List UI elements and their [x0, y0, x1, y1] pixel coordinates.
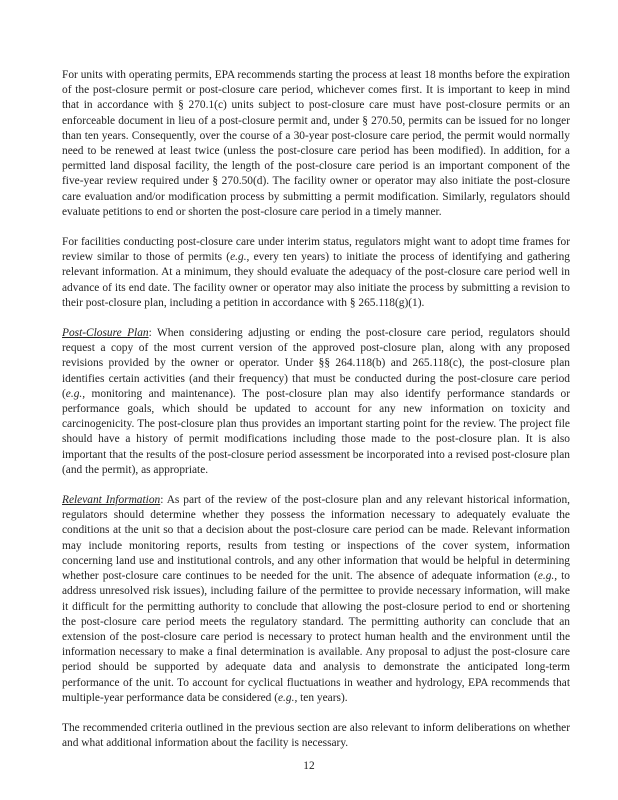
document-page [62, 68, 570, 766]
paragraph-text: : As part of the review of the post-closure plan and any relevant historical information, regulators should determine whether they possess the information necessary to adequately evaluate the conditions at the unit so that a decision about the post-closure care period can be made. Relevant information may include monitoring reports, results from testing or inspections of the cover system, information concerning land use and institutional controls, and any other information that would be helpful in determining whether post-closure care continues to be needed for the unit. The absence of adequate information ( [62, 494, 570, 583]
page-number: 12 [303, 760, 315, 772]
paragraph-recommended-criteria [62, 721, 570, 751]
paragraph-post-closure-plan [62, 326, 570, 478]
italic-eg: e.g., [278, 691, 298, 704]
paragraph-text: every ten years) to initiate the process of identifying and gathering relevant information. At a minimum, they should evaluate the adequacy of the post-closure care period well in advance of its end date. The facility owner or operator may also initiate the process by submitting a revision to their post-closure plan, including a petition in accordance with § 265.118(g)(1). [62, 251, 570, 309]
italic-eg: e.g., [65, 387, 86, 400]
section-heading-relevant-information: Relevant Information [62, 494, 161, 507]
paragraph-text: monitoring and maintenance). The post-closure plan may also identify performance standards or performance goals, which should be updated to account for any new information on toxicity and carcinogenicity. The post-closure plan thus provides an important starting point for the review. The project file should have a history of permit modifications including those made to the post-closure plan. It is also important that the results of the post-closure period assessment be incorporated into a revised post-closure plan (and the permit), as appropriate. [62, 387, 570, 476]
paragraph-text: The recommended criteria outlined in the previous section are also relevant to inform deliberations on whether and what additional information about the facility is necessary. [62, 721, 570, 750]
paragraph-text: to address unresolved risk issues), including failure of the permittee to provide necessary information, will make it difficult for the permitting authority to conclude that allowing the post-closure period to end or shortening the post-closure care period meets the regulatory standard. The permitting authority can conclude that an extension of the post-closure care period is necessary to protect human health and the environment until the information necessary to make a final determination is available. Any proposal to adjust the post-closure care period should be supported by adequate data and analysis to demonstrate the anticipated long-term performance of the unit. To account for cyclical fluctuations in weather and hydrology, EPA recommends that multiple-year performance data be considered ( [62, 570, 570, 704]
paragraph-relevant-information [62, 493, 570, 706]
paragraph-text: : When considering adjusting or ending the post-closure care period, regulators should request a copy of the most current version of the approved post-closure plan, along with any proposed revisions provided by the owner or operator. Under §§ 264.118(b) and 265.118(c), the post-closure plan identifies certain activities (and their frequency) that must be conducted during the post-closure care period ( [62, 327, 570, 400]
italic-eg: e.g., [537, 570, 558, 583]
section-heading-post-closure-plan: Post-Closure Plan [62, 327, 149, 340]
paragraph-interim-status [62, 235, 570, 311]
paragraph-text: For facilities conducting post-closure care under interim status, regulators might want to adopt time frames for review similar to those of permits ( [62, 236, 570, 264]
paragraph-text: ten years). [297, 691, 348, 704]
paragraph-text: For units with operating permits, EPA recommends starting the process at least 18 months before the expiration of the post-closure permit or post-closure care period, whichever comes first. It is important to keep in mind that in accordance with § 270.1(c) units subject to post-closure care must have post-closure permits or an enforceable document in lieu of a post-closure permit and, under § 270.50, permits can be issued for no longer than ten years. Consequently, over the course of a 30-year post-closure care period, the permit would normally need to be renewed at least twice (unless the post-closure care period has been modified). In addition, for a permitted land disposal facility, the length of the post-closure care period is an important component of the five-year review required under § 270.50(d). The facility owner or operator may also initiate the post-closure care evaluation and/or modification process by submitting a permit modification. Similarly, regulators should evaluate petitions to end or shorten the post-closure care period in a timely manner. [62, 69, 570, 218]
paragraph-operating-permits [62, 68, 570, 220]
italic-eg: e.g., [230, 251, 250, 264]
